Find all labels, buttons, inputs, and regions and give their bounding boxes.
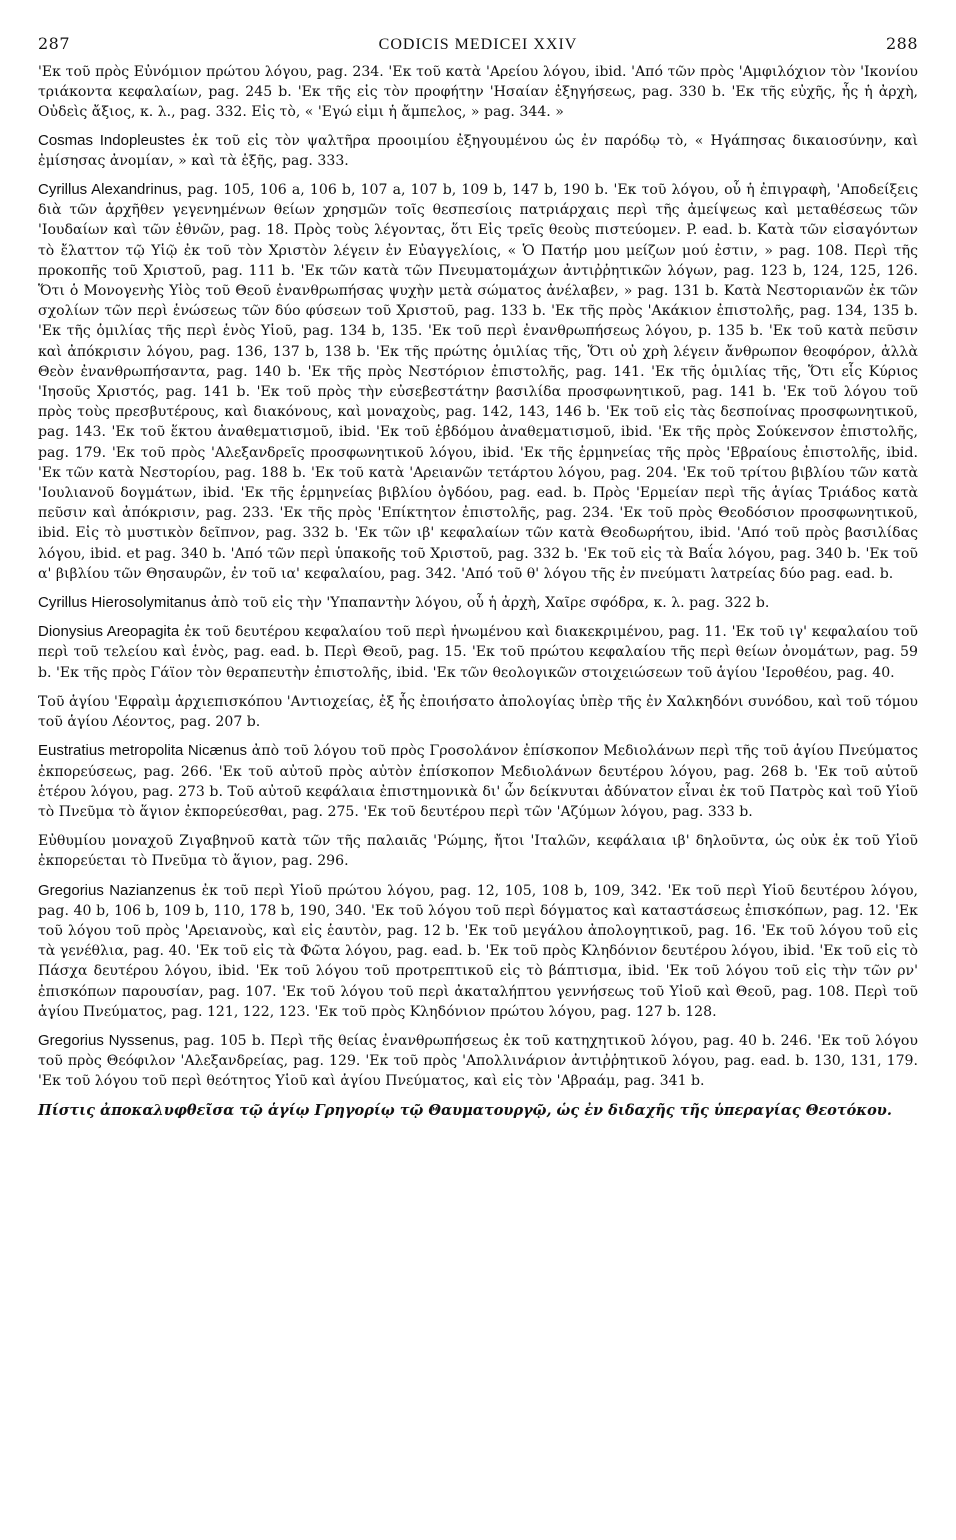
entry-text: Εὐθυμίου μοναχοῦ Ζιγαβηνοῦ κατὰ τῶν τῆς παλαιᾶς 'Ρώμης, ἤτοι 'Ιταλῶν, κεφάλαια ιβ' δηλοῦντα, ὡς οὐκ ἐκ τοῦ Υἱοῦ ἐκπορεύεται τὸ Πνεῦμα τὸ ἅγιον, pag. 296. [38,833,918,870]
entry-text: Τοῦ ἁγίου 'Εφραὶμ ἀρχιεπισκόπου 'Αντιοχείας, ἐξ ἧς ἐποιήσατο ἀπολογίας ὑπὲρ τῆς ἐν Χαλκηδόνι συνόδου, καὶ τοῦ τόμου τοῦ ἁγίου Λέοντος, pag. 207 b. [38,693,918,731]
entry-euthymius [38,831,918,871]
entry-author: Eustratius metropolita Nicænus [38,742,248,760]
entry-author: Gregorius Nazianzenus [38,881,196,899]
entry-continuation [38,62,918,123]
entry-gregorius-nazianzenus [38,881,918,1022]
running-title: CODICIS MEDICEI XXIV [378,36,578,53]
entry-author: Cyrillus Hierosolymitanus [38,594,207,612]
entry-author: Gregorius Nyssenus, [38,1031,179,1049]
entry-text: ἀπὸ τοῦ εἰς τὴν 'Υπαπαντὴν λόγου, οὗ ἡ ἀρχὴ, Χαῖρε σφόδρα, κ. λ. pag. 322 b. [206,595,770,612]
entry-text: ἀπὸ τοῦ λόγου τοῦ πρὸς Γροσολάνον ἐπίσκοπον Μεδιολάνων περὶ τῆς τοῦ ἁγίου Πνεύματος ἐκπορεύσεως, pag. 266. 'Εκ τοῦ αὐτοῦ πρὸς αὐτὸν ἐπίσκοπον Μεδιολάνων δευτέρου λόγου, pag. 268 b. 'Εκ τοῦ αὐτοῦ ἑτέρου λόγου, pag. 273 b. Τοῦ αὐτοῦ κεφάλαια ἐπιστημονικὰ δι' ὧν δείκνυται ἀδύνατον εἶναι ἐκ τοῦ Πατρὸς καὶ τοῦ Υἱοῦ τὸ Πνεῦμα τὸ ἅγιον ἐκπορεύεσθαι, pag. 275. 'Εκ τοῦ δευτέρου περὶ τῶν 'Αζύμων λόγου, pag. 333 b. [38,743,918,820]
entry-text: ἐκ τοῦ δευτέρου κεφαλαίου τοῦ περὶ ἡνωμένου καὶ διακεκριμένου, pag. 11. 'Εκ τοῦ ιγ' κεφαλαίου τοῦ περὶ τοῦ τελείου καὶ ἑνὸς, pag. ead. b. Περὶ Θεοῦ, pag. 15. 'Εκ τοῦ πρώτου κεφαλαίου τῆς περὶ θείων ὀνομάτων, pag. 59 b. 'Εκ τῆς πρὸς Γάϊον τὸν θεραπευτὴν ἐπιστολῆς, ibid. 'Εκ τῶν θεολογικῶν στοιχειώσεων τοῦ ἁγίου 'Ιεροθέου, pag. 40. [38,624,919,681]
page-header [38,34,918,54]
entry-author: Cyrillus Alexandrinus, [38,181,183,199]
entry-dionysius [38,622,918,683]
right-page-number: 288 [885,34,918,53]
entry-text: ἐκ τοῦ εἰς τὸν ψαλτῆρα προοιμίου ἐξηγουμένου ὡς ἐν παρόδῳ τὸ, « Ηγάπησας δικαιοσύνην, καὶ ἐμίσησας ἀνομίαν, » καὶ τὰ ἑξῆς, pag. 333. [38,132,918,169]
closing-heading: Πίστις ἀποκαλυφθεῖσα τῷ ἁγίῳ Γρηγορίῳ τῷ Θαυματουργῷ, ὡς ἐν διδαχῆς τῆς ὑπεραγίας Θεοτόκου. [38,1101,892,1119]
entry-text: pag. 105 b. Περὶ τῆς θείας ἐνανθρωπήσεως ἐκ τοῦ κατηχητικοῦ λόγου, pag. 40 b. 246. 'Εκ τοῦ λόγου τοῦ πρὸς Θεόφιλον 'Αλεξανδρείας, pag. 129. 'Εκ τοῦ πρὸς 'Απολλινάριον ἀντιῤῥητικοῦ λόγου, pag. ead. b. 130, 131, 179. 'Εκ τοῦ λόγου τοῦ περὶ θεότητος Υἱοῦ καὶ ἁγίου Πνεύματος, καὶ εἰς τὸν 'Αβραάμ, pag. 341 b. [38,1032,918,1090]
entry-text: 'Εκ τοῦ πρὸς Εὐνόμιον πρώτου λόγου, pag. 234. 'Εκ τοῦ κατὰ 'Αρείου λόγου, ibid. 'Από τῶν πρὸς 'Αμφιλόχιον τὸν 'Ικονίου τριάκοντα κεφαλαίων, pag. 245 b. 'Εκ τῆς εἰς τὸν προφήτην 'Ησαίαν ἐξηγήσεως, pag. 330 b. 'Εκ τῆς εὐχῆς, ἧς ἡ ἀρχὴ, Οὐδεὶς ἄξιος, κ. λ., pag. 332. Εἰς τὸ, « 'Εγώ εἰμι ἡ ἄμπελος, » pag. 344. » [38,64,918,121]
entry-text: ἐκ τοῦ περὶ Υἱοῦ πρώτου λόγου, pag. 12, 105, 108 b, 109, 342. 'Εκ τοῦ περὶ Υἱοῦ δευτέρου λόγου, pag. 40 b, 106 b, 109 b, 110, 178 b, 190, 340. 'Εκ τοῦ λόγου τοῦ περὶ δόγματος καὶ καταστάσεως ἐπισκόπων, pag. 12. 'Εκ τοῦ λόγου τοῦ πρὸς 'Αρειανοὺς, καὶ εἰς ἑαυτὸν, pag. 12 b. 'Εκ τοῦ μεγάλου ἀπολογητικοῦ, pag. 16. 'Εκ τοῦ λόγου τοῦ εἰς τὰ γενέθλια, pag. 40. 'Εκ τοῦ εἰς τὰ Φῶτα λόγου, pag. ead. b. 'Εκ τοῦ πρὸς Κληδόνιον δευτέρου λόγου, ibid. 'Εκ τοῦ εἰς τὸ Πάσχα δευτέρου λόγου, ibid. 'Εκ τοῦ λόγου τοῦ προτρεπτικοῦ εἰς τὸ βάπτισμα, ibid. 'Εκ τοῦ λόγου τοῦ εἰς τὴν τῶν ρν' ἐπισκόπων παρουσίαν, pag. 107. 'Εκ τοῦ λόγου τοῦ περὶ ἀκαταλήπτου γεννήσεως τοῦ Υἱοῦ καὶ Θεοῦ, pag. 108. Περὶ τοῦ ἁγίου Πνεύματος, pag. 121, 122, 123. 'Εκ τοῦ πρὸς Κληδόνιον πρώτου λόγου, pag. 127 b. 128. [38,882,919,1020]
entry-eustratius [38,741,918,822]
entry-cyrillus-hierosolymitanus [38,593,918,613]
document-body [38,62,918,1121]
entry-cosmas [38,131,918,171]
entry-author: Cosmas Indopleustes [38,131,185,149]
entry-ephraim [38,692,918,732]
entry-gregorius-nyssenus [38,1031,918,1092]
entry-cyrillus-alexandrinus [38,180,918,584]
entry-author: Dionysius Areopagita [38,623,180,641]
left-page-number: 287 [38,34,71,53]
entry-text: pag. 105, 106 a, 106 b, 107 a, 107 b, 109 b, 147 b, 190 b. 'Εκ τοῦ λόγου, οὗ ἡ ἐπιγραφὴ, 'Αποδείξεις διὰ τῶν ἀρχῆθεν γεγενημένων θείων χρησμῶν τοῖς θεσπεσίοις πατριάρχαις περὶ τῆς ἀμείψεως καὶ μεταθέσεως τῶν 'Ιουδαίων καὶ τῶν ἐθνῶν, pag. 18. Πρὸς τοὺς λέγοντας, ὅτι Εἰς τρεῖς θεοὺς πιστεύομεν. P. ead. b. Κατὰ τῶν εἰσαγόντων τὸ ἔλαττον τῷ Υἱῷ ἐκ τοῦ τὸν Χριστὸν λέγειν ἐν Εὐαγγελίοις, « Ὁ Πατήρ μου μείζων μού ἐστιν, » pag. 108. Περὶ τῆς προκοπῆς τοῦ Χριστοῦ, pag. 111 b. 'Εκ τῶν κατὰ τῶν Πνευματομάχων ἀντιῤῥητικῶν λόγων, pag. 123 b, 124, 125, 126. Ὅτι ὁ Μονογενὴς Υἱὸς τοῦ Θεοῦ ἐνανθρωπήσας ψυχὴν μετὰ σώματος ἀνέλαβεν, » pag. 131 b. Κατὰ Νεστοριανῶν ἐκ τῶν σχολίων τῶν περὶ ἑνώσεως τῶν δύο φύσεων τοῦ Χριστοῦ, pag. 133 b. 'Εκ τῆς πρὸς 'Ακάκιον ἐπιστολῆς, pag. 134, 135 b. 'Εκ τῆς ὁμιλίας τῆς περὶ ἑνὸς Υἱοῦ, pag. 134 b, 135. 'Εκ τοῦ περὶ ἐνανθρωπήσεως λόγου, p. 135 b. 'Εκ τοῦ κατὰ πεῦσιν καὶ ἀπόκρισιν λόγου, pag. 136, 137 b, 138 b. 'Εκ τῆς πρώτης ὁμιλίας τῆς, Ὅτι οὐ χρὴ λέγειν ἄνθρωπον θεοφόρον, ἀλλὰ Θεὸν ἐνανθρωπήσαντα, pag. 140 b. 'Εκ τῆς πρὸς Νεστόριον ἐπιστολῆς, pag. 141. 'Εκ τῆς ὁμιλίας τῆς, Ὅτι εἷς Κύριος 'Ιησοῦς Χριστός, pag. 141 b. 'Εκ τοῦ πρὸς τὴν εὐσεβεστάτην βασιλίδα προσφωνητικοῦ, pag. 141 b. 'Εκ τοῦ λόγου τοῦ πρὸς τοὺς πρεσβυτέρους, καὶ διακόνους, καὶ μοναχοὺς, pag. 142, 143, 146 b. 'Εκ τοῦ εἰς τὰς δεσποίνας προσφωνητικοῦ, pag. 143. 'Εκ τοῦ ἕκτου ἀναθεματισμοῦ, ibid. 'Εκ τοῦ ἑβδόμου ἀναθεματισμοῦ, ibid. 'Εκ τῆς πρὸς Σούκενσον ἐπιστολῆς, pag. 179. 'Εκ τοῦ πρὸς 'Αλεξανδρεῖς προσφωνητικοῦ λόγου, ibid. 'Εκ τῆς ἑρμηνείας τῆς πρὸς 'Εβραίους ἐπιστολῆς, ibid. 'Εκ τῶν κατὰ Νεστορίου, pag. 188 b. 'Εκ τοῦ κατὰ 'Αρειανῶν τετάρτου λόγου, pag. 204. 'Εκ τοῦ τρίτου βιβλίου τῶν κατὰ 'Ιουλιανοῦ δογμάτων, ibid. 'Εκ τῆς ἑρμηνείας βιβλίου ὀγδόου, pag. ead. b. Πρὸς 'Ερμείαν περὶ τῆς ἁγίας Τριάδος κατὰ πεῦσιν καὶ ἀπόκρισιν, pag. 233. 'Εκ τῆς πρὸς 'Επίκτητον ἐπιστολῆς, pag. 234. 'Εκ τοῦ πρὸς Θεοδόσιον προσφωνητικοῦ, ibid. Εἰς τὸ μυστικὸν δεῖπνον, pag. 332 b. 'Εκ τῶν ιβ' κεφαλαίων τῶν κατὰ Θεοδωρήτου, ibid. 'Από τοῦ πρὸς βασιλίδας λόγου, ibid. et pag. 340 b. 'Από τῶν περὶ ὑπακοῆς τοῦ Χριστοῦ, pag. 332 b. 'Εκ τοῦ εἰς τὰ Βαΐα λόγου, pag. 340 b. 'Εκ τοῦ α' βιβλίου τῶν Θησαυρῶν, ἐν τοῦ ια' κεφαλαίου, pag. 342. 'Από τοῦ θ' λόγου τῆς ἐν πνεύματι λατρείας δύο pag. ead. b. [38,182,918,582]
